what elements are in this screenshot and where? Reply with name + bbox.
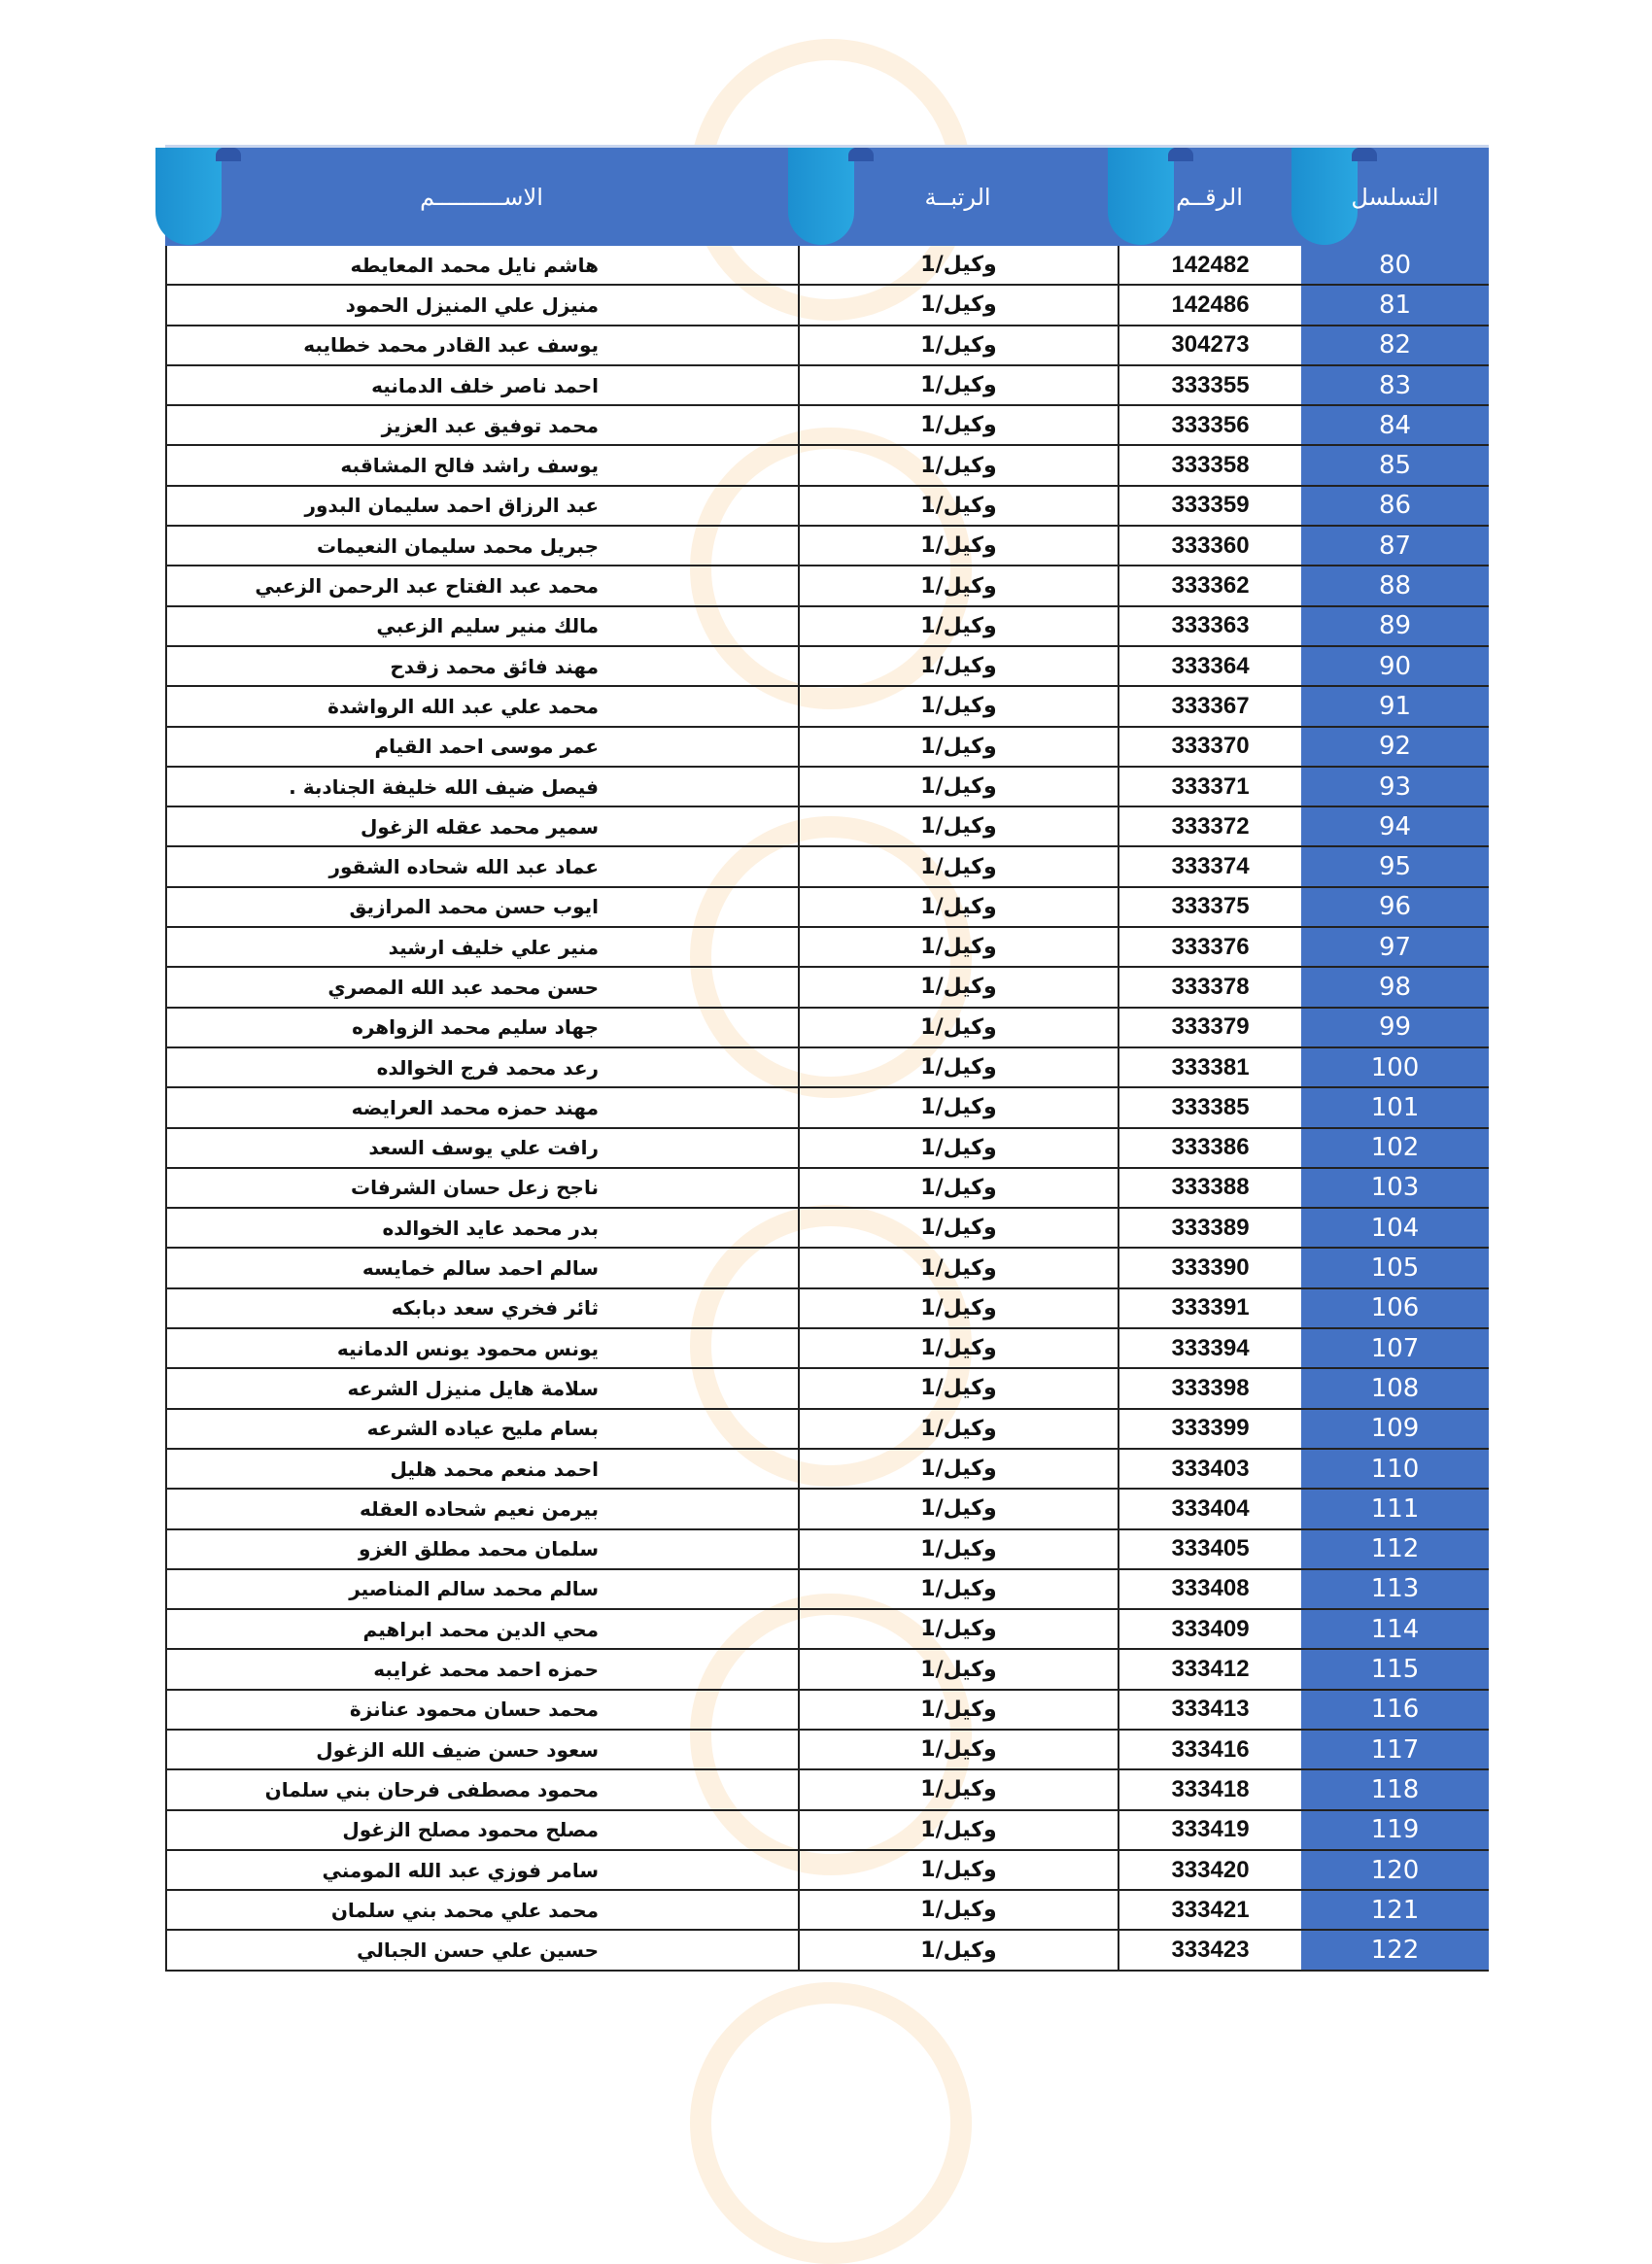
table-row: [165, 1931, 1489, 1971]
seq-cell: 92: [1301, 728, 1489, 766]
number-cell: 333371: [1118, 768, 1301, 806]
table-row: [165, 728, 1489, 768]
rank-cell: وكيل/1: [798, 366, 1118, 404]
number-cell: 333423: [1118, 1931, 1301, 1969]
table-row: [165, 1691, 1489, 1731]
number-cell: 333375: [1118, 888, 1301, 926]
seq-cell: 96: [1301, 888, 1489, 926]
seq-cell: 112: [1301, 1530, 1489, 1568]
number-cell: 333398: [1118, 1369, 1301, 1407]
number-cell: 333374: [1118, 847, 1301, 885]
rank-cell: وكيل/1: [798, 1209, 1118, 1247]
header-name: الاســــــــــم: [165, 148, 798, 246]
table-row: [165, 1770, 1489, 1810]
rank-cell: وكيل/1: [798, 1691, 1118, 1729]
table-row: [165, 286, 1489, 326]
name-cell: عمر موسى احمد القيام: [165, 728, 798, 766]
name-cell: مهند فائق محمد زقدح: [165, 647, 798, 685]
name-cell: محمد حسان محمود عنانزة: [165, 1691, 798, 1729]
rank-cell: وكيل/1: [798, 1851, 1118, 1889]
rank-cell: وكيل/1: [798, 1129, 1118, 1167]
personnel-table: [165, 145, 1489, 1972]
seq-cell: 89: [1301, 607, 1489, 645]
number-cell: 333416: [1118, 1731, 1301, 1768]
seq-cell: 100: [1301, 1048, 1489, 1086]
rank-cell: وكيل/1: [798, 1770, 1118, 1808]
table-header: [165, 145, 1489, 246]
number-cell: 333420: [1118, 1851, 1301, 1889]
number-cell: 333419: [1118, 1811, 1301, 1849]
number-cell: 333408: [1118, 1570, 1301, 1608]
rank-cell: وكيل/1: [798, 1811, 1118, 1849]
table-row: [165, 1570, 1489, 1610]
rank-cell: وكيل/1: [798, 1610, 1118, 1648]
seq-cell: 106: [1301, 1289, 1489, 1327]
number-cell: 333399: [1118, 1410, 1301, 1448]
number-cell: 333360: [1118, 527, 1301, 565]
number-cell: 333363: [1118, 607, 1301, 645]
seq-cell: 84: [1301, 406, 1489, 444]
table-row: [165, 1048, 1489, 1088]
rank-cell: وكيل/1: [798, 728, 1118, 766]
name-cell: سلامة هايل منيزل الشرعه: [165, 1369, 798, 1407]
seq-cell: 113: [1301, 1570, 1489, 1608]
rank-cell: وكيل/1: [798, 1410, 1118, 1448]
seq-cell: 88: [1301, 566, 1489, 604]
table-row: [165, 1731, 1489, 1770]
number-cell: 333378: [1118, 968, 1301, 1006]
table-row: [165, 1209, 1489, 1249]
name-cell: هاشم نايل محمد المعايطه: [165, 246, 798, 284]
name-cell: ايوب حسن محمد المرازيق: [165, 888, 798, 926]
name-cell: عماد عبد الله شحاده الشقور: [165, 847, 798, 885]
name-cell: سعود حسن ضيف الله الزغول: [165, 1731, 798, 1768]
rank-cell: وكيل/1: [798, 607, 1118, 645]
name-cell: يوسف عبد القادر محمد خطايبه: [165, 326, 798, 364]
number-cell: 333418: [1118, 1770, 1301, 1808]
table-row: [165, 566, 1489, 606]
table-row: [165, 1369, 1489, 1409]
name-cell: سالم محمد سالم المناصير: [165, 1570, 798, 1608]
seq-cell: 122: [1301, 1931, 1489, 1969]
rank-cell: وكيل/1: [798, 286, 1118, 324]
name-cell: حمزه احمد محمد غرايبه: [165, 1650, 798, 1688]
rank-cell: وكيل/1: [798, 1931, 1118, 1969]
seq-cell: 81: [1301, 286, 1489, 324]
number-cell: 333405: [1118, 1530, 1301, 1568]
name-cell: جبريل محمد سليمان النعيمات: [165, 527, 798, 565]
tab-decoration-icon: [788, 148, 854, 245]
name-cell: يوسف راشد فالح المشاقبه: [165, 446, 798, 484]
table-row: [165, 647, 1489, 687]
rank-cell: وكيل/1: [798, 566, 1118, 604]
header-number: الرقــم: [1118, 148, 1301, 246]
number-cell: 333355: [1118, 366, 1301, 404]
tab-decoration-icon: [155, 148, 222, 245]
seq-cell: 114: [1301, 1610, 1489, 1648]
rank-cell: وكيل/1: [798, 326, 1118, 364]
rank-cell: وكيل/1: [798, 807, 1118, 845]
table-row: [165, 1249, 1489, 1288]
name-cell: سالم احمد سالم خمايسه: [165, 1249, 798, 1286]
rank-cell: وكيل/1: [798, 1289, 1118, 1327]
seq-cell: 101: [1301, 1088, 1489, 1126]
rank-cell: وكيل/1: [798, 1450, 1118, 1488]
name-cell: سلمان محمد مطلق الغزو: [165, 1530, 798, 1568]
rank-cell: وكيل/1: [798, 1009, 1118, 1046]
seq-cell: 116: [1301, 1691, 1489, 1729]
name-cell: جهاد سليم محمد الزواهره: [165, 1009, 798, 1046]
rank-cell: وكيل/1: [798, 847, 1118, 885]
seq-cell: 117: [1301, 1731, 1489, 1768]
rank-cell: وكيل/1: [798, 687, 1118, 725]
rank-cell: وكيل/1: [798, 1249, 1118, 1286]
table-row: [165, 1650, 1489, 1690]
table-row: [165, 1329, 1489, 1369]
seq-cell: 93: [1301, 768, 1489, 806]
number-cell: 333367: [1118, 687, 1301, 725]
number-cell: 333404: [1118, 1490, 1301, 1527]
table-row: [165, 1129, 1489, 1169]
seq-cell: 115: [1301, 1650, 1489, 1688]
seq-cell: 85: [1301, 446, 1489, 484]
table-row: [165, 1088, 1489, 1128]
number-cell: 333364: [1118, 647, 1301, 685]
name-cell: فيصل ضيف الله خليفة الجنادبة .: [165, 768, 798, 806]
table-row: [165, 487, 1489, 527]
rank-cell: وكيل/1: [798, 1570, 1118, 1608]
number-cell: 333412: [1118, 1650, 1301, 1688]
seq-cell: 98: [1301, 968, 1489, 1006]
rank-cell: وكيل/1: [798, 647, 1118, 685]
number-cell: 333358: [1118, 446, 1301, 484]
rank-cell: وكيل/1: [798, 888, 1118, 926]
number-cell: 304273: [1118, 326, 1301, 364]
table-row: [165, 446, 1489, 486]
name-cell: محمد توفيق عبد العزيز: [165, 406, 798, 444]
seq-cell: 80: [1301, 246, 1489, 284]
rank-cell: وكيل/1: [798, 527, 1118, 565]
table-row: [165, 1410, 1489, 1450]
seq-cell: 111: [1301, 1490, 1489, 1527]
name-cell: سمير محمد عقله الزغول: [165, 807, 798, 845]
name-cell: احمد منعم محمد هليل: [165, 1450, 798, 1488]
rank-cell: وكيل/1: [798, 1490, 1118, 1527]
number-cell: 333413: [1118, 1691, 1301, 1729]
header-seq: التسلسل: [1301, 148, 1489, 246]
name-cell: محمد علي محمد بني سلمان: [165, 1891, 798, 1929]
seq-cell: 103: [1301, 1169, 1489, 1207]
tab-decoration-icon: [1291, 148, 1358, 245]
rank-cell: وكيل/1: [798, 406, 1118, 444]
number-cell: 333388: [1118, 1169, 1301, 1207]
seq-cell: 99: [1301, 1009, 1489, 1046]
name-cell: حسين علي حسن الجبالي: [165, 1931, 798, 1969]
number-cell: 333356: [1118, 406, 1301, 444]
table-row: [165, 1490, 1489, 1529]
rank-cell: وكيل/1: [798, 928, 1118, 966]
rank-cell: وكيل/1: [798, 768, 1118, 806]
number-cell: 333376: [1118, 928, 1301, 966]
table-row: [165, 768, 1489, 807]
rank-cell: وكيل/1: [798, 1731, 1118, 1768]
name-cell: ثائر فخري سعد دبابكه: [165, 1289, 798, 1327]
number-cell: 333421: [1118, 1891, 1301, 1929]
rank-cell: وكيل/1: [798, 1369, 1118, 1407]
name-cell: عبد الرزاق احمد سليمان البدور: [165, 487, 798, 525]
number-cell: 142486: [1118, 286, 1301, 324]
seq-cell: 102: [1301, 1129, 1489, 1167]
table-row: [165, 1009, 1489, 1048]
seq-cell: 110: [1301, 1450, 1489, 1488]
number-cell: 333391: [1118, 1289, 1301, 1327]
name-cell: محمد عبد الفتاح عبد الرحمن الزعبي: [165, 566, 798, 604]
rank-cell: وكيل/1: [798, 1891, 1118, 1929]
name-cell: بدر محمد عايد الخوالده: [165, 1209, 798, 1247]
number-cell: 333386: [1118, 1129, 1301, 1167]
name-cell: حسن محمد عبد الله المصري: [165, 968, 798, 1006]
name-cell: مالك منير سليم الزعبي: [165, 607, 798, 645]
rank-cell: وكيل/1: [798, 446, 1118, 484]
seq-cell: 119: [1301, 1811, 1489, 1849]
seq-cell: 87: [1301, 527, 1489, 565]
table-row: [165, 888, 1489, 928]
number-cell: 333372: [1118, 807, 1301, 845]
name-cell: مصلح محمود مصلح الزغول: [165, 1811, 798, 1849]
rank-cell: وكيل/1: [798, 1329, 1118, 1367]
number-cell: 333379: [1118, 1009, 1301, 1046]
seq-cell: 95: [1301, 847, 1489, 885]
table-row: [165, 1289, 1489, 1329]
name-cell: بيرمن نعيم شحاده العقله: [165, 1490, 798, 1527]
name-cell: بسام مليح عياده الشرعه: [165, 1410, 798, 1448]
rank-cell: وكيل/1: [798, 487, 1118, 525]
table-row: [165, 1610, 1489, 1650]
table-row: [165, 968, 1489, 1008]
seq-cell: 105: [1301, 1249, 1489, 1286]
name-cell: يونس محمود يونس الدمانيه: [165, 1329, 798, 1367]
number-cell: 333359: [1118, 487, 1301, 525]
table-row: [165, 807, 1489, 847]
seq-cell: 82: [1301, 326, 1489, 364]
table-row: [165, 687, 1489, 727]
rank-cell: وكيل/1: [798, 1088, 1118, 1126]
table-row: [165, 607, 1489, 647]
table-row: [165, 406, 1489, 446]
name-cell: محي الدين محمد ابراهيم: [165, 1610, 798, 1648]
table-row: [165, 1530, 1489, 1570]
seq-cell: 83: [1301, 366, 1489, 404]
table-row: [165, 326, 1489, 366]
number-cell: 142482: [1118, 246, 1301, 284]
tab-decoration-icon: [1108, 148, 1174, 245]
rank-cell: وكيل/1: [798, 1650, 1118, 1688]
table-row: [165, 527, 1489, 566]
name-cell: رافت علي يوسف السعد: [165, 1129, 798, 1167]
number-cell: 333403: [1118, 1450, 1301, 1488]
header-rank: الرتبــة: [798, 148, 1118, 246]
table-row: [165, 366, 1489, 406]
table-row: [165, 246, 1489, 286]
name-cell: سامر فوزي عبد الله المومني: [165, 1851, 798, 1889]
table-row: [165, 1811, 1489, 1851]
table-row: [165, 1450, 1489, 1490]
name-cell: محمد علي عبد الله الرواشدة: [165, 687, 798, 725]
number-cell: 333385: [1118, 1088, 1301, 1126]
table-body: [165, 246, 1489, 1972]
name-cell: رعد محمد فرج الخوالده: [165, 1048, 798, 1086]
name-cell: محمود مصطفى فرحان بني سلمان: [165, 1770, 798, 1808]
seq-cell: 104: [1301, 1209, 1489, 1247]
number-cell: 333394: [1118, 1329, 1301, 1367]
seq-cell: 109: [1301, 1410, 1489, 1448]
number-cell: 333381: [1118, 1048, 1301, 1086]
name-cell: مهند حمزه محمد العرايضه: [165, 1088, 798, 1126]
rank-cell: وكيل/1: [798, 246, 1118, 284]
name-cell: منير علي خليف ارشيد: [165, 928, 798, 966]
table-row: [165, 1891, 1489, 1931]
seq-cell: 91: [1301, 687, 1489, 725]
number-cell: 333362: [1118, 566, 1301, 604]
seq-cell: 94: [1301, 807, 1489, 845]
seq-cell: 121: [1301, 1891, 1489, 1929]
seq-cell: 118: [1301, 1770, 1489, 1808]
rank-cell: وكيل/1: [798, 1169, 1118, 1207]
number-cell: 333370: [1118, 728, 1301, 766]
number-cell: 333389: [1118, 1209, 1301, 1247]
number-cell: 333390: [1118, 1249, 1301, 1286]
table-row: [165, 847, 1489, 887]
seq-cell: 107: [1301, 1329, 1489, 1367]
seq-cell: 97: [1301, 928, 1489, 966]
seq-cell: 120: [1301, 1851, 1489, 1889]
name-cell: منيزل علي المنيزل الحمود: [165, 286, 798, 324]
name-cell: احمد ناصر خلف الدمانيه: [165, 366, 798, 404]
rank-cell: وكيل/1: [798, 1530, 1118, 1568]
watermark-clock-icon: [690, 1982, 972, 2264]
number-cell: 333409: [1118, 1610, 1301, 1648]
table-row: [165, 1851, 1489, 1891]
rank-cell: وكيل/1: [798, 1048, 1118, 1086]
name-cell: ناجح زعل حسان الشرفات: [165, 1169, 798, 1207]
seq-cell: 90: [1301, 647, 1489, 685]
seq-cell: 86: [1301, 487, 1489, 525]
rank-cell: وكيل/1: [798, 968, 1118, 1006]
table-row: [165, 1169, 1489, 1209]
table-row: [165, 928, 1489, 968]
seq-cell: 108: [1301, 1369, 1489, 1407]
